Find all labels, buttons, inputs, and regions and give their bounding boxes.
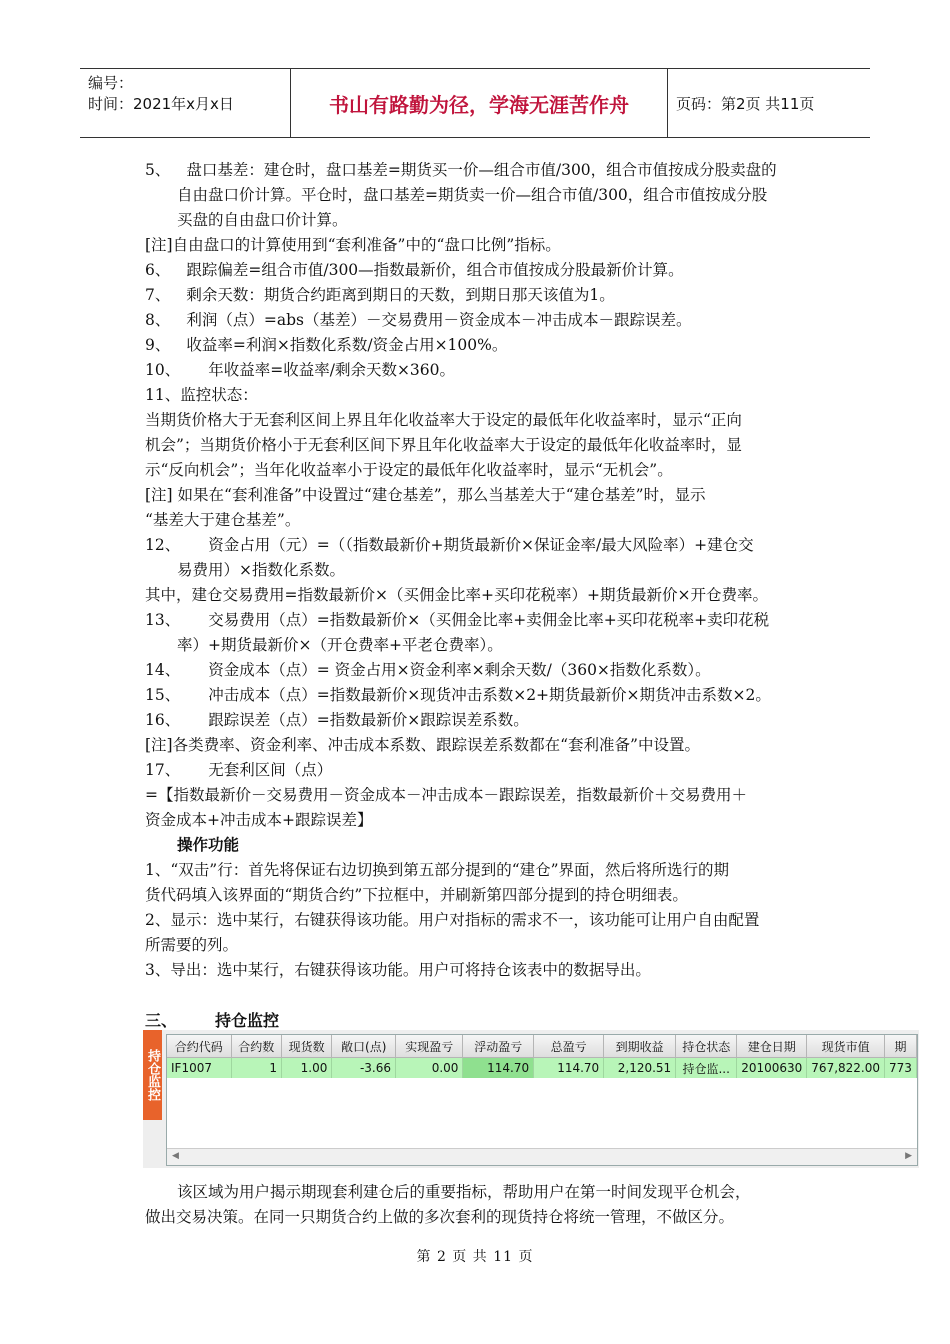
- numbered-item: [145, 683, 810, 708]
- body-line: “基差大于建仓基差”。: [145, 511, 301, 529]
- position-table: [167, 1035, 917, 1078]
- item-continuation: 率）+期货最新价×（开仓费率+平老仓费率）。: [177, 636, 503, 654]
- item-number: 11、监控状态：: [145, 386, 258, 404]
- body-line: [注]自由盘口的计算使用到“套利准备”中的“盘口比例”指标。: [145, 236, 561, 254]
- numbered-item: [145, 608, 810, 633]
- item-text: 冲击成本（点）=指数最新价×现货冲击系数×2+期货最新价×期货冲击系数×2。: [208, 686, 771, 704]
- item-continuation: 自由盘口价计算。平仓时，盘口基差=期货卖一价—组合市值/300，组合市值按成分股: [177, 186, 768, 204]
- table-cell[interactable]: 773: [885, 1058, 917, 1079]
- column-header[interactable]: 建仓日期: [737, 1035, 807, 1058]
- item-number: 10、: [145, 361, 181, 379]
- item-number: 7、: [145, 286, 171, 304]
- numbered-item: [145, 383, 810, 408]
- column-header[interactable]: 现货市值: [807, 1035, 885, 1058]
- subheading: 操作功能: [177, 836, 240, 854]
- item-text: 利润（点）=abs（基差）－交易费用－资金成本－冲击成本－跟踪误差。: [186, 311, 692, 329]
- section-number: 三、: [145, 1011, 178, 1030]
- item-text: 资金占用（元）=（（指数最新价+期货最新价×保证金率/最大风险率）+建仓交: [208, 536, 754, 554]
- item-number: 5、: [145, 161, 171, 179]
- header-motto: 书山有路勤为径，学海无涯苦作舟: [291, 69, 668, 137]
- item-number: 6、: [145, 261, 171, 279]
- table-row[interactable]: [167, 1058, 917, 1079]
- horizontal-scrollbar[interactable]: [167, 1148, 917, 1165]
- item-number: 12、: [145, 536, 181, 554]
- numbered-item: [145, 358, 810, 383]
- description-line: 做出交易决策。在同一只期货合约上做的多次套利的现货持仓将统一管理，不做区分。: [145, 1208, 735, 1226]
- body-line: 3、导出：选中某行，右键获得该功能。用户可将持仓该表中的数据导出。: [145, 961, 651, 979]
- table-cell[interactable]: -3.66: [332, 1058, 396, 1079]
- body-line: 2、显示：选中某行，右键获得该功能。用户对指标的需求不一，该功能可让用户自由配置: [145, 911, 760, 929]
- table-cell[interactable]: 1.00: [281, 1058, 331, 1079]
- page-footer: 第 2 页 共 11 页: [416, 1249, 534, 1265]
- page-header: [80, 68, 870, 138]
- item-continuation: 买盘的自由盘口价计算。: [177, 211, 348, 229]
- table-cell[interactable]: IF1007: [167, 1058, 231, 1079]
- item-text: 年收益率=收益率/剩余天数×360。: [208, 361, 456, 379]
- item-text: 交易费用（点）=指数最新价×（买佣金比率+卖佣金比率+买印花税率+卖印花税: [208, 611, 770, 629]
- body-line: [注]各类费率、资金利率、冲击成本系数、跟踪误差系数都在“套利准备”中设置。: [145, 736, 700, 754]
- section-heading: [145, 1008, 279, 1031]
- doc-time-label: 时间：2021年x月x日: [88, 95, 234, 113]
- header-page-label: 页码：第2页 共11页: [676, 94, 815, 113]
- item-text: 收益率=利润×指数化系数/资金占用×100%。: [186, 336, 508, 354]
- item-number: 13、: [145, 611, 181, 629]
- position-monitor-panel: [143, 1030, 919, 1168]
- table-cell[interactable]: 20100630: [737, 1058, 807, 1079]
- table-cell[interactable]: 持仓监...: [676, 1058, 737, 1079]
- item-text: 跟踪误差（点）=指数最新价×跟踪误差系数。: [208, 711, 529, 729]
- body-line: 示“反向机会”；当年化收益率小于设定的最低年化收益率时，显示“无机会”。: [145, 461, 673, 479]
- column-header[interactable]: 到期收益: [604, 1035, 676, 1058]
- column-header[interactable]: 总盈亏: [534, 1035, 604, 1058]
- section-title-text: 持仓监控: [215, 1011, 280, 1030]
- column-header[interactable]: 实现盈亏: [396, 1035, 463, 1058]
- doc-code-label: 编号：: [88, 74, 134, 92]
- description-line: 该区域为用户揭示期现套利建仓后的重要指标，帮助用户在第一时间发现平仓机会，: [177, 1183, 751, 1201]
- item-number: 17、: [145, 761, 181, 779]
- table-cell[interactable]: 0.00: [396, 1058, 463, 1079]
- body-line: 其中，建仓交易费用=指数最新价×（买佣金比率+买印花税率）+期货最新价×开仓费率。: [145, 586, 768, 604]
- scroll-left-icon[interactable]: ◀: [172, 1151, 179, 1161]
- item-text: 资金成本（点）= 资金占用×资金利率×剩余天数/（360×指数化系数）。: [208, 661, 711, 679]
- numbered-item: [145, 333, 810, 358]
- position-monitor-tab[interactable]: 持仓监控: [143, 1030, 162, 1120]
- item-text: 跟踪偏差=组合市值/300—指数最新价，组合市值按成分股最新价计算。: [186, 261, 684, 279]
- document-body: [145, 158, 810, 983]
- item-number: 14、: [145, 661, 181, 679]
- item-continuation: 易费用）×指数化系数。: [177, 561, 345, 579]
- table-cell[interactable]: 114.70: [534, 1058, 604, 1079]
- body-line: 所需要的列。: [145, 936, 239, 954]
- column-header[interactable]: 现货数: [281, 1035, 331, 1058]
- section-description: [145, 1180, 810, 1230]
- body-line: =【指数最新价－交易费用－资金成本－冲击成本－跟踪误差，指数最新价＋交易费用＋: [145, 786, 747, 804]
- column-header[interactable]: 期: [885, 1035, 917, 1058]
- column-header[interactable]: 持仓状态: [676, 1035, 737, 1058]
- numbered-item: [145, 283, 810, 308]
- item-text: 盘口基差：建仓时，盘口基差=期货买一价—组合市值/300，组合市值按成分股卖盘的: [186, 161, 777, 179]
- item-text: 无套利区间（点）: [208, 761, 333, 779]
- numbered-item: [145, 533, 810, 558]
- numbered-item: [145, 158, 810, 183]
- numbered-item: [145, 708, 810, 733]
- position-grid[interactable]: [166, 1034, 918, 1166]
- item-number: 16、: [145, 711, 181, 729]
- numbered-item: [145, 308, 810, 333]
- column-header[interactable]: 浮动盈亏: [463, 1035, 534, 1058]
- body-line: [注] 如果在“套利准备”中设置过“建仓基差”，那么当基差大于“建仓基差”时，显示: [145, 486, 706, 504]
- header-meta: [80, 69, 291, 137]
- column-header[interactable]: 合约代码: [167, 1035, 231, 1058]
- body-line: 资金成本+冲击成本+跟踪误差】: [145, 811, 373, 829]
- item-number: 15、: [145, 686, 181, 704]
- body-line: 当期货价格大于无套利区间上界且年化收益率大于设定的最低年化收益率时，显示“正向: [145, 411, 742, 429]
- numbered-item: [145, 258, 810, 283]
- body-line: 货代码填入该界面的“期货合约”下拉框中，并刷新第四部分提到的持仓明细表。: [145, 886, 688, 904]
- item-number: 9、: [145, 336, 171, 354]
- body-line: 机会”；当期货价格小于无套利区间下界且年化收益率大于设定的最低年化收益率时，显: [145, 436, 742, 454]
- column-header[interactable]: 合约数: [231, 1035, 281, 1058]
- numbered-item: [145, 758, 810, 783]
- table-cell[interactable]: 2,120.51: [604, 1058, 676, 1079]
- item-number: 8、: [145, 311, 171, 329]
- table-header-row: [167, 1035, 917, 1058]
- scroll-right-icon[interactable]: ▶: [905, 1151, 912, 1161]
- column-header[interactable]: 敞口(点): [332, 1035, 396, 1058]
- table-cell[interactable]: 114.70: [463, 1058, 534, 1079]
- item-text: 剩余天数：期货合约距离到期日的天数，到期日那天该值为1。: [186, 286, 615, 304]
- body-line: 1、“双击”行：首先将保证右边切换到第五部分提到的“建仓”界面，然后将所选行的期: [145, 861, 730, 879]
- numbered-item: [145, 658, 810, 683]
- table-cell[interactable]: 767,822.00: [807, 1058, 885, 1079]
- table-cell[interactable]: 1: [231, 1058, 281, 1079]
